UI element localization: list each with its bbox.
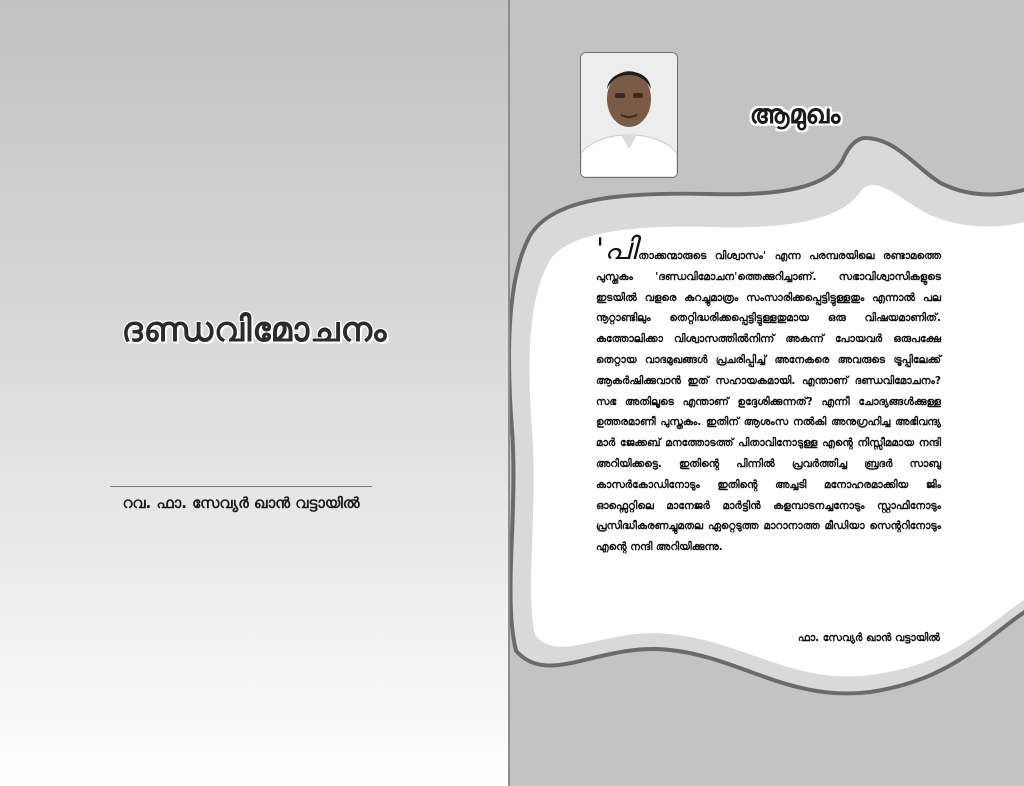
preface-heading: ആമുഖം xyxy=(749,100,841,130)
portrait-image xyxy=(581,53,677,177)
title-divider xyxy=(110,486,372,487)
book-title: ദണ്ഡവിമോചനം xyxy=(121,310,388,350)
preface-paragraph: താക്കന്മാരുടെ വിശ്വാസം' എന്ന പരമ്പരയിലെ രണ്ടാമത്തെ പുസ്തകം 'ദണ്ഡവിമോചന'ത്തെക്കുറിച്ചാണ്. സഭാവിശ്വാസികളുടെ ഇടയില്‍ വളരെ കുറച്ചുമാത്രം സംസാരിക്കപ്പെട്ടിട്ടുള്ളതും എന്നാല്‍ പല നൂറ്റാണ്ടിലും തെറ്റിദ്ധരിക്കപ്പെട്ടിട്ടുള്ളതുമായ ഒരു വിഷയമാണിത്. കത്തോലിക്കാ വിശ്വാസത്തില്‍നിന്ന് അകന്ന് പോയവര്‍ ഒരുപക്ഷേ തെറ്റായ വാദമുഖങ്ങള്‍ പ്രചരിപ്പിച്ച് അനേകരെ അവരുടെ ട്രൂപ്പിലേക്ക് ആകര്‍ഷിക്കുവാന്‍ ഇത് സഹായകമായി. എന്താണ് ദണ്ഡവിമോചനം? സഭ അതിലൂടെ എന്താണ് ഉദ്ദേശിക്കുന്നത്? എന്നീ ചോദ്യങ്ങള്‍ക്കുള്ള ഉത്തരമാണീ പുസ്തകം. ഇതിന് ആശംസ നല്‍കി അനുഗ്രഹിച്ച അഭിവന്ദ്യ മാര്‍ ജേക്കബ് മനത്തോടത്ത് പിതാവിനോടുള്ള എന്റെ നിസ്സീമമായ നന്ദി അറിയിക്കട്ടെ. ഇതിന്റെ പിന്നില്‍ പ്രവര്‍ത്തിച്ച ബ്രദര്‍ സാബു കാസര്‍കോഡിനോടും ഇതിന്റെ അച്ചടി മനോഹരമാക്കിയ ജിം ഓഫ്സെറ്റിലെ മാനേജര്‍ മാര്‍ട്ടിന്‍ കളമ്പാടനച്ചനോടും സ്റ്റാഫിനോടും പ്രസിദ്ധീകരണച്ചുമതല ഏറ്റെടുത്ത മാറാനാത്ത മീഡിയാ സെന്ററിനോടും എന്റെ നന്ദി അറിയിക്കുന്നു. xyxy=(596,250,941,554)
author-name: റവ. ഫാ. സേവ്യര്‍ ഖാന്‍ വട്ടായില്‍ xyxy=(122,494,360,512)
left-page xyxy=(0,0,509,786)
preface-body xyxy=(596,232,941,558)
drop-cap: 'പി xyxy=(596,232,637,267)
author-portrait xyxy=(580,52,678,178)
preface-signature: ഫാ. സേവ്യര്‍ ഖാന്‍ വട്ടായില്‍ xyxy=(797,632,940,644)
